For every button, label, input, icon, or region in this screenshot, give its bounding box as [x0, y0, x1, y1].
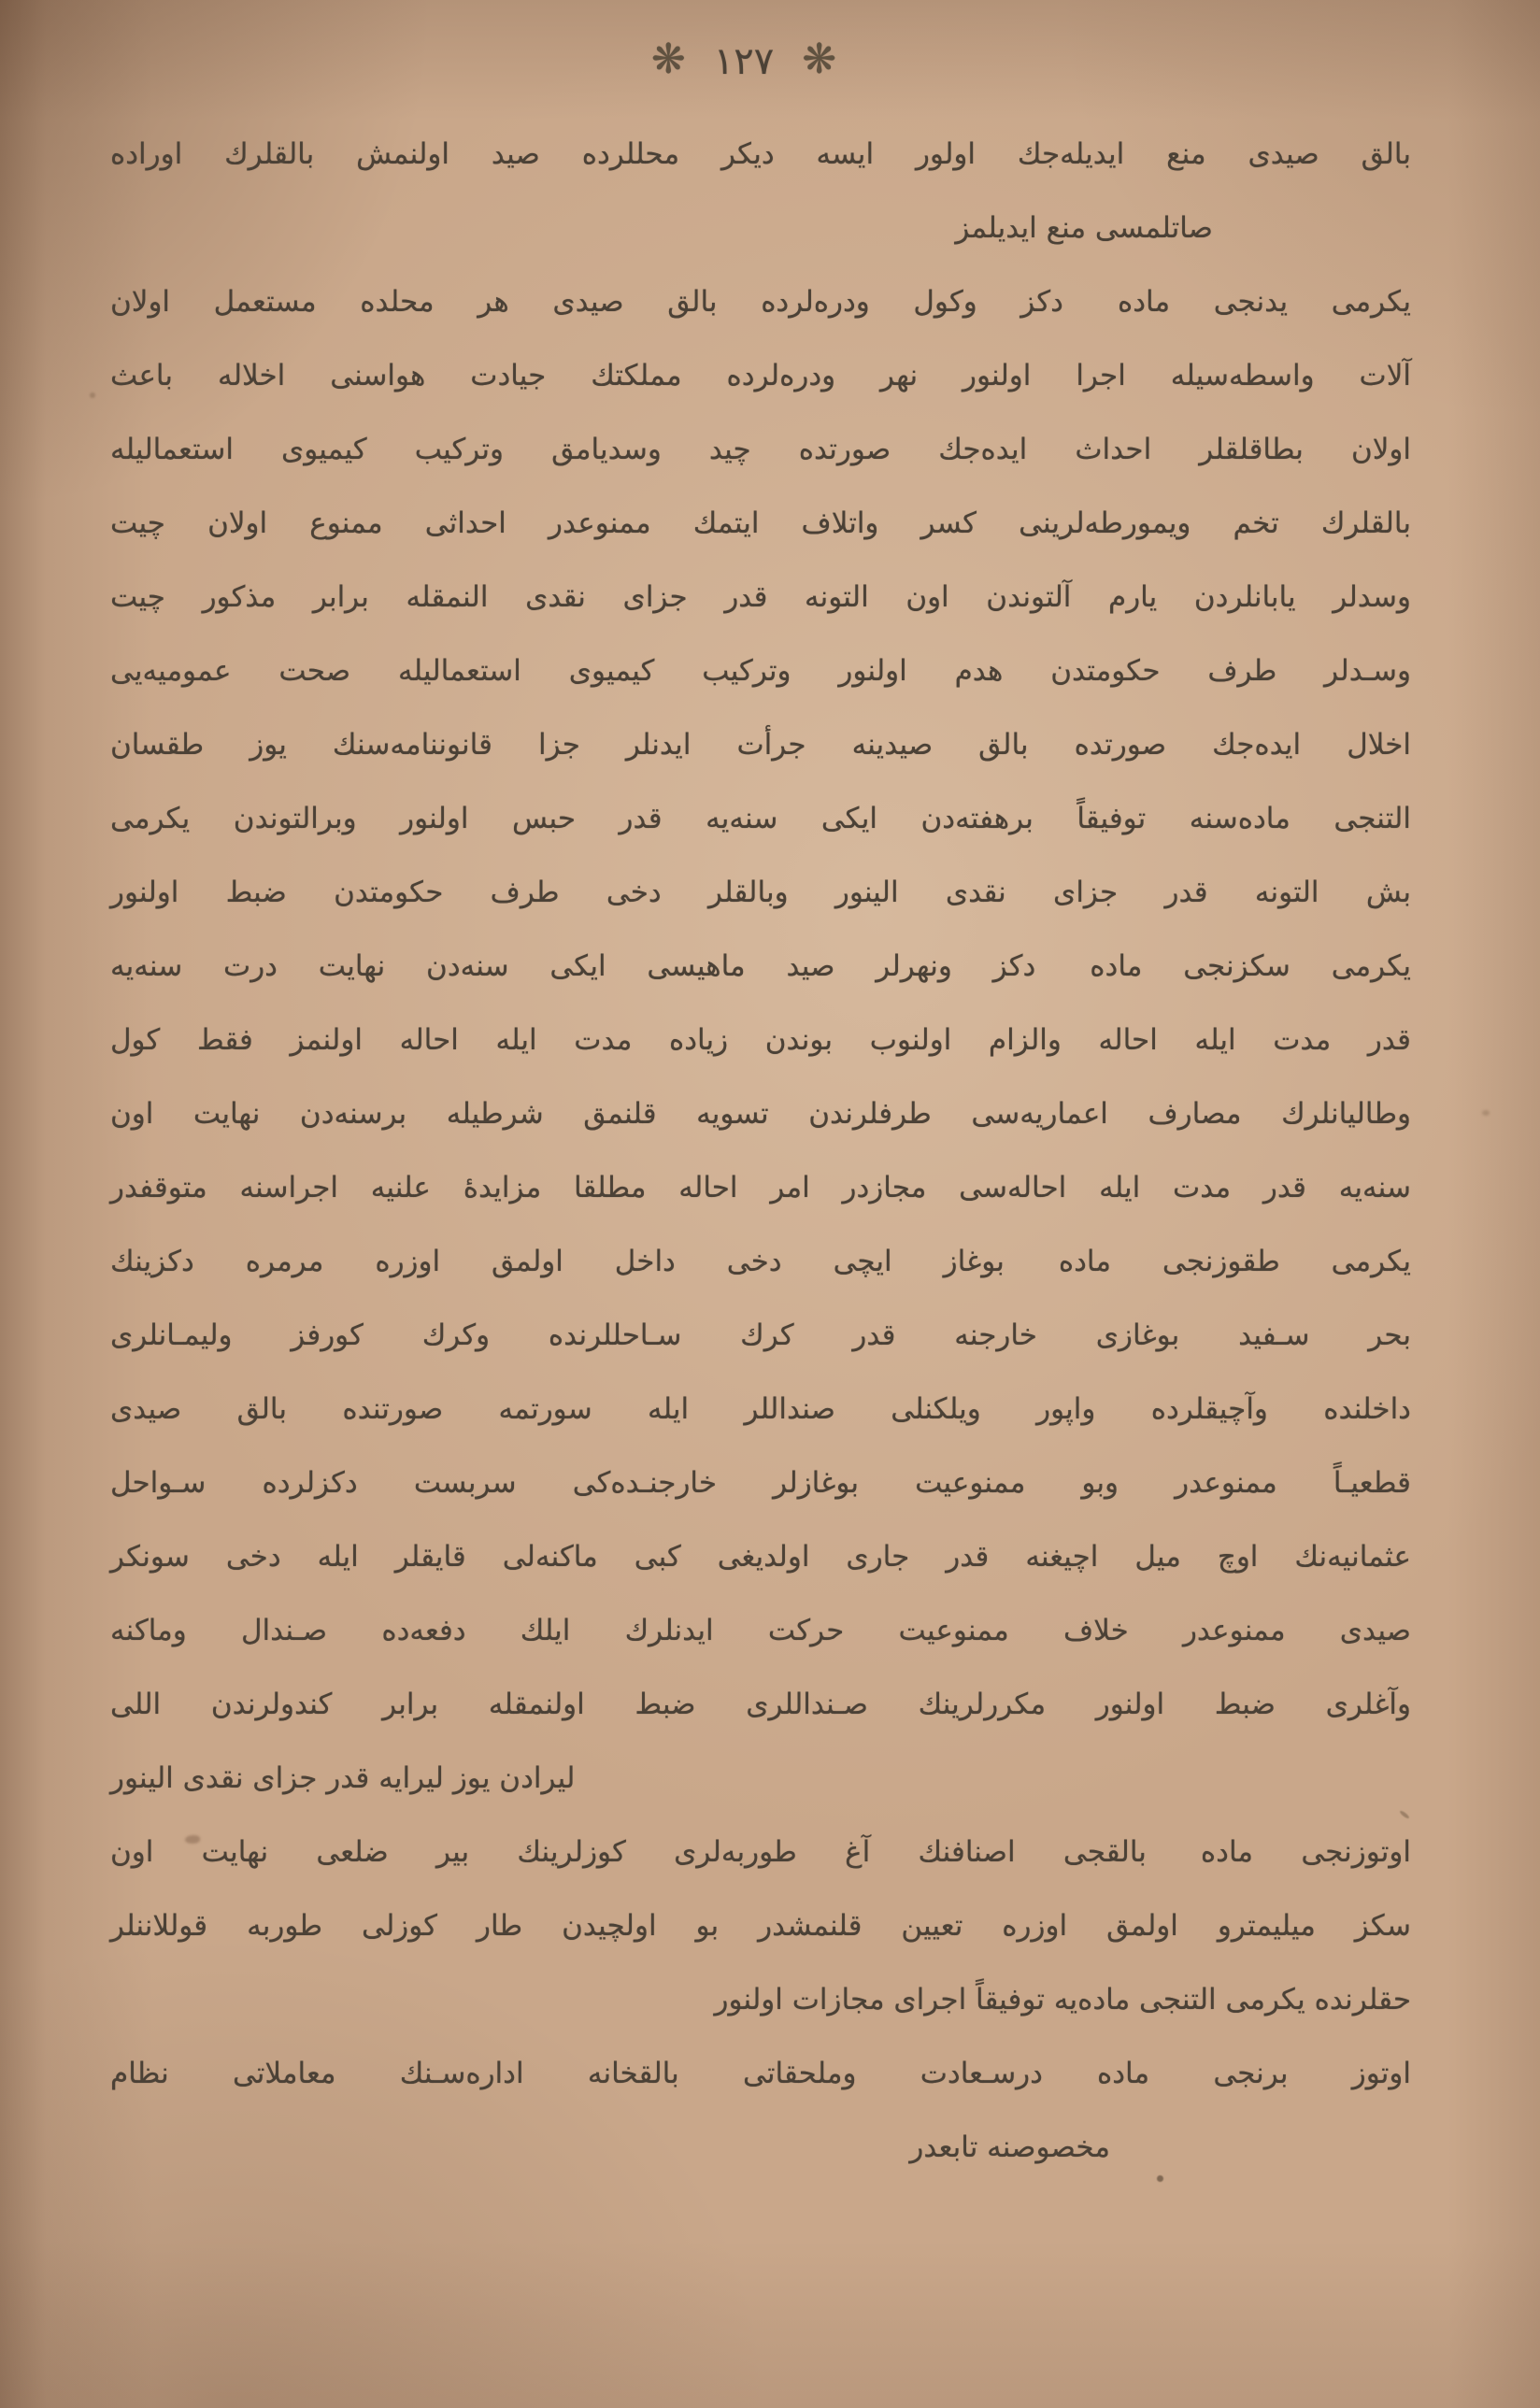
text-line: قدر مدت ايله احاله والزام اولنوب بوندن زياده مدت ايله احاله اولنمز فقط كول — [110, 1023, 1411, 1057]
text-line: سكز ميليمترو اولمق اوزره تعيين قلنمشدر بو اولچيدن طار كوزلى طوربه قوللاننلر — [110, 1909, 1411, 1943]
article-body-text: بالقجى اصنافنك آغ طوربه‌لرى كوزلرينك بير ضلعى نهايت اون — [110, 1835, 1147, 1869]
text-line: حقلرنده يكرمى التنجى ماده‌يه توفيقاً اجراى مجازات اولنور — [714, 1983, 1411, 2016]
article-start-line — [110, 1816, 1411, 1889]
article-body-text: بوغاز ايچى دخى داخل اولمق اوزره مرمره دكزينك — [110, 1245, 1005, 1278]
paper-speck — [90, 392, 95, 398]
floral-ornament-icon: ❋ — [650, 36, 686, 83]
text-line: وسدلر يابانلردن يارم آلتوندن اون التونه قدر جزاى نقدى النمقله برابر مذكور چيت — [110, 580, 1411, 614]
text-line: اولان بطاقلقلر احداث ايده‌جك صورتده چيد وسديامق وتركيب كيميوى استعماليله — [110, 433, 1411, 466]
text-line: سنه‌يه قدر مدت ايله احاله‌سى مجازدر امر احاله مطلقا مزايدهٔ علنيه اجراسنه متوقفدر — [110, 1171, 1411, 1204]
text-line: قطعيـاً ممنوعدر وبو ممنوعيت بوغازلر خارجنـده‌كى سربست دكزلرده سـواحل — [110, 1466, 1411, 1500]
article-number-label: اوتوزنجى ماده — [1200, 1835, 1411, 1869]
text-line: اخلال ايده‌جك صورتده بالق صيدينه جرأت ايدنلر جزا قانوننامه‌سنك يوز طقسان — [110, 728, 1411, 762]
floral-ornament-icon: ❋ — [802, 36, 837, 83]
text-line: ليرادن يوز ليرايه قدر جزاى نقدى الينور — [110, 1761, 576, 1795]
text-line: بالقلرك تخم ويمورطه‌لرينى كسر واتلاف ايتمك ممنوعدر احداثى ممنوع اولان چيت — [110, 506, 1411, 540]
article-body-text: دكز ونهرلر صيد ماهيسى ايكى سنه‌دن نهايت درت سنه‌يه — [110, 949, 1036, 983]
text-line: وسـدلر طرف حكومتدن هدم اولنور وتركيب كيميوى استعماليله صحت عموميه‌يى — [110, 654, 1411, 688]
article-start-line — [110, 2037, 1411, 2111]
text-line: مخصوصنه تابعدر — [909, 2130, 1110, 2164]
article-number-label: يكرمى سكزنجى ماده — [1090, 949, 1411, 983]
article-body-text: درسـعادت وملحقاتى بالقخانه اداره‌سـنك معاملاتى نظام — [110, 2057, 1043, 2090]
page-number: ١٢٧ — [713, 40, 775, 83]
article-body-text: دكز وكول ودره‌لرده بالق صيدى هر محلده مستعمل اولان — [110, 285, 1063, 319]
article-start-line — [110, 265, 1411, 339]
text-line: وآغلرى ضبط اولنور مكررلرينك صـنداللرى ضبط اولنمقله برابر كندولرندن اللى — [110, 1688, 1411, 1721]
text-line: داخلنده وآچيقلرده واپور ويلكنلى صنداللر ايله سورتمه صورتنده بالق صيدى — [110, 1392, 1411, 1426]
text-block — [110, 118, 1411, 2185]
text-line: وطاليانلرك مصارف اعماريه‌سى طرفلرندن تسويه قلنمق شرطيله برسنه‌دن نهايت اون — [110, 1097, 1411, 1131]
article-start-line — [110, 1225, 1411, 1299]
text-line: بالق صيدى منع ايديله‌جك اولور ايسه ديكر محللرده صيد اولنمش بالقلرك اوراده — [110, 137, 1411, 171]
article-number-label: اوتوز برنجى ماده — [1096, 2057, 1411, 2090]
text-line: آلات واسطه‌سيله اجرا اولنور نهر ودره‌لرده مملكتك جيادت هواسنى اخلاله باعث — [110, 359, 1411, 392]
paper-speck — [1482, 1110, 1490, 1116]
page-header — [0, 36, 1514, 83]
text-line: صاتلمسى منع ايديلمز — [955, 211, 1213, 245]
article-number-label: يكرمى يدنجى ماده — [1117, 285, 1411, 319]
article-start-line — [110, 930, 1411, 1004]
text-line: بحر سـفيد بوغازى خارجنه قدر كرك سـاحللرنده وكرك كورفز وليمـانلرى — [110, 1318, 1411, 1352]
text-line: التنجى ماده‌سنه توفيقاً برهفته‌دن ايكى سنه‌يه قدر حبس اولنور وبرالتوندن يكرمى — [110, 802, 1411, 835]
text-line: عثمانيه‌نك اوچ ميل اچيغنه قدر جارى اولديغى كبى ماكنه‌لى قايقلر ايله دخى سونكر — [110, 1540, 1411, 1574]
text-line: صيدى ممنوعدر خلاف ممنوعيت حركت ايدنلرك ايلك دفعه‌ده صـندال وماكنه — [110, 1614, 1411, 1647]
article-number-label: يكرمى طقوزنجى ماده — [1058, 1245, 1411, 1278]
text-line: بش التونه قدر جزاى نقدى الينور وبالقلر دخى طرف حكومتدن ضبط اولنور — [110, 876, 1411, 909]
